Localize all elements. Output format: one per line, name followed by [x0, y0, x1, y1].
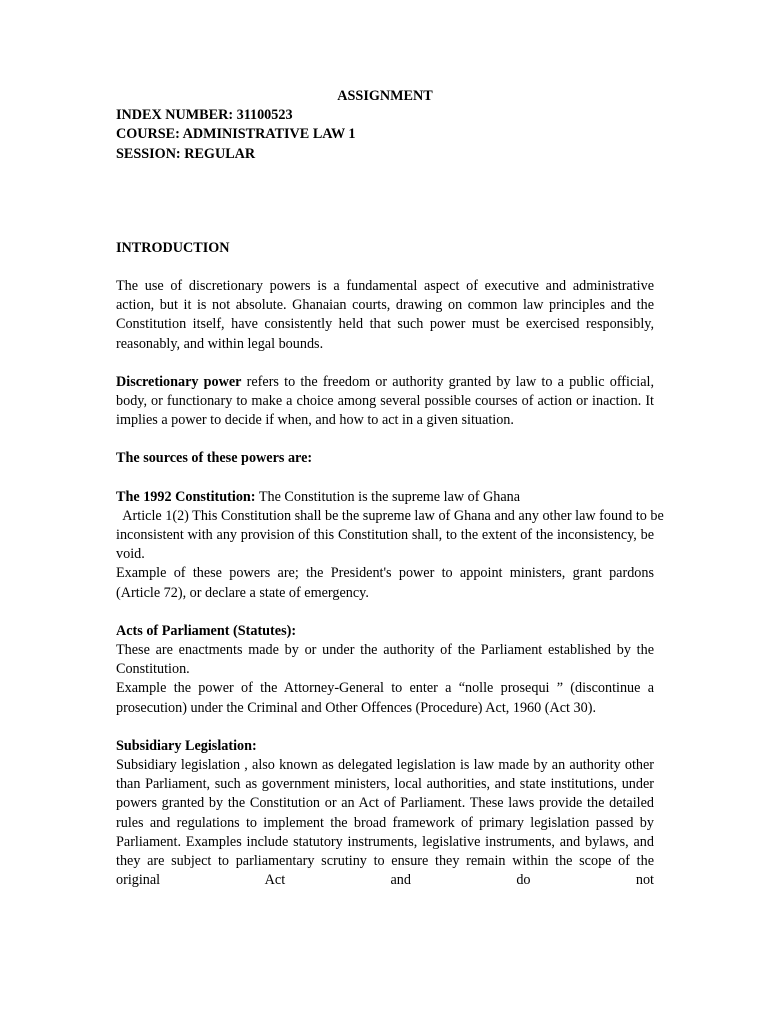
spacer — [116, 258, 654, 277]
subsidiary-text: Subsidiary legislation , also known as delegated legislation is law made by an authority other than Parliament, such as government ministers, local authorities, and state institutions, under powers granted by the Constitution or an Act of Parliament. These laws provide the detailed rules and regulations to implement the broad framework of primary legislation passed by Parliament. Examples include statutory instruments, legislative instruments, and bylaws, and they are subject to parliamentary scrutiny to ensure they remain within the scope of the original Act and do not — [116, 757, 654, 889]
spacer — [116, 430, 654, 449]
constitution-paragraph — [116, 488, 654, 507]
constitution-label: The 1992 Constitution: — [116, 488, 256, 505]
spacer — [116, 469, 654, 488]
spacer — [116, 164, 654, 239]
article-text-1: Article 1(2) This Constitution shall be the supreme law of Ghana and any other law found to be — [116, 507, 664, 524]
constitution-intro: The Constitution is the supreme law of Ghana — [255, 488, 521, 505]
definition-term: Discretionary power — [116, 373, 242, 390]
session-line: SESSION: REGULAR — [116, 145, 256, 162]
spacer — [116, 718, 654, 737]
spacer — [116, 354, 654, 373]
course-line: COURSE: ADMINISTRATIVE LAW 1 — [116, 126, 356, 143]
index-number: INDEX NUMBER: 31100523 — [116, 107, 293, 124]
introduction-heading: INTRODUCTION — [116, 239, 230, 256]
statutes-text: These are enactments made by or under the authority of the Parliament established by the Constitution. — [116, 642, 654, 678]
document-title: ASSIGNMENT — [337, 88, 433, 104]
definition-paragraph — [116, 373, 654, 431]
article-line-1 — [116, 507, 664, 526]
spacer — [116, 603, 654, 622]
article-line-2: inconsistent with any provision of this Constitution shall, to the extent of the inconsistency, be void. — [116, 527, 654, 563]
subsidiary-heading: Subsidiary Legislation: — [116, 737, 257, 754]
sources-heading: The sources of these powers are: — [116, 450, 313, 467]
constitution-example: Example of these powers are; the President's power to appoint ministers, grant pardons (Article 72), or declare a state of emergency. — [116, 565, 654, 601]
introduction-paragraph: The use of discretionary powers is a fundamental aspect of executive and administrative action, but it is not absolute. Ghanaian courts, drawing on common law principles and the Constitution itself, have consistently held that such power must be exercised responsibly, reasonably, and within legal bounds. — [116, 278, 654, 352]
document-page — [116, 87, 664, 891]
definition-text: refers to the freedom or authority granted by law to a public official, body, or functionary to make a choice among several possible courses of action or inaction. It implies a power to decide if when, and how to act in a given situation. — [116, 373, 654, 429]
statutes-example: Example the power of the Attorney-General to enter a “nolle prosequi ” (discontinue a prosecution) under the Criminal and Other Offences (Procedure) Act, 1960 (Act 30). — [116, 680, 654, 716]
statutes-heading: Acts of Parliament (Statutes): — [116, 622, 297, 639]
